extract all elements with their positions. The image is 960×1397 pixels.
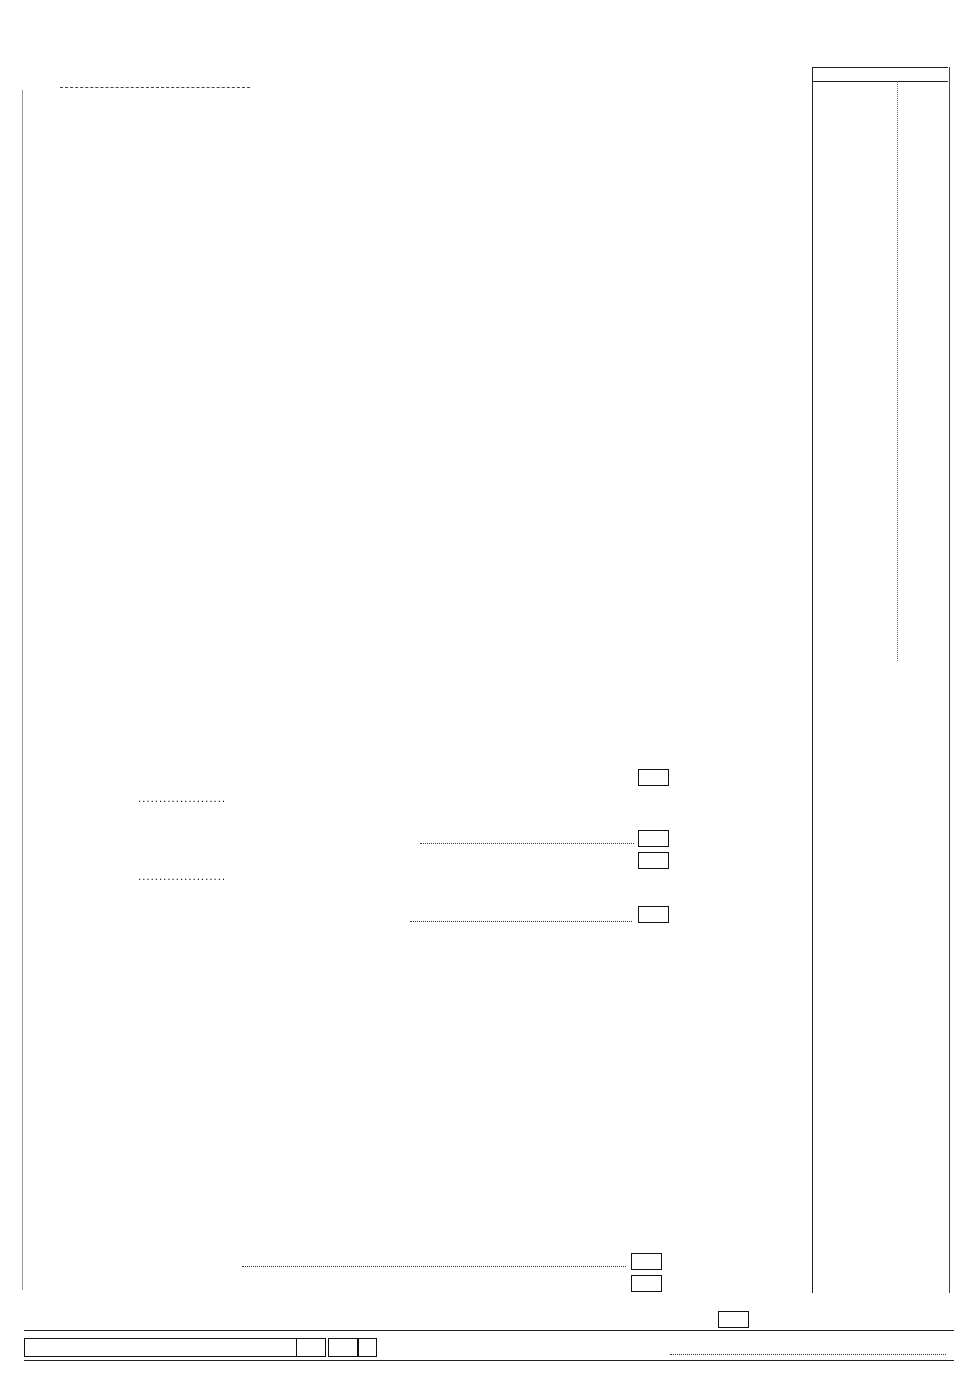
header-rule <box>60 87 250 88</box>
yes-checkbox[interactable] <box>358 1338 377 1357</box>
code-950 <box>296 1338 326 1357</box>
amount-column <box>812 67 950 1293</box>
code-box-035[interactable] <box>638 830 669 847</box>
start-year-field[interactable] <box>670 1354 946 1355</box>
code-box-148[interactable] <box>631 1253 662 1270</box>
code-box-036[interactable] <box>638 852 669 869</box>
yes-label <box>328 1338 358 1357</box>
code-box-248[interactable] <box>631 1275 662 1292</box>
code-box-034[interactable] <box>638 769 669 786</box>
amount-column-head-rule <box>812 81 948 82</box>
amount-column-top <box>812 67 948 68</box>
formula-2-numerator: ..................... <box>138 871 227 883</box>
formula-1-numerator-a: ..................... <box>138 793 227 805</box>
code-box-037[interactable] <box>638 906 669 923</box>
amount-column-divider <box>897 81 898 661</box>
new-business-box <box>24 1338 297 1357</box>
code-box-800[interactable] <box>718 1311 749 1328</box>
left-margin-rule <box>22 90 23 1290</box>
